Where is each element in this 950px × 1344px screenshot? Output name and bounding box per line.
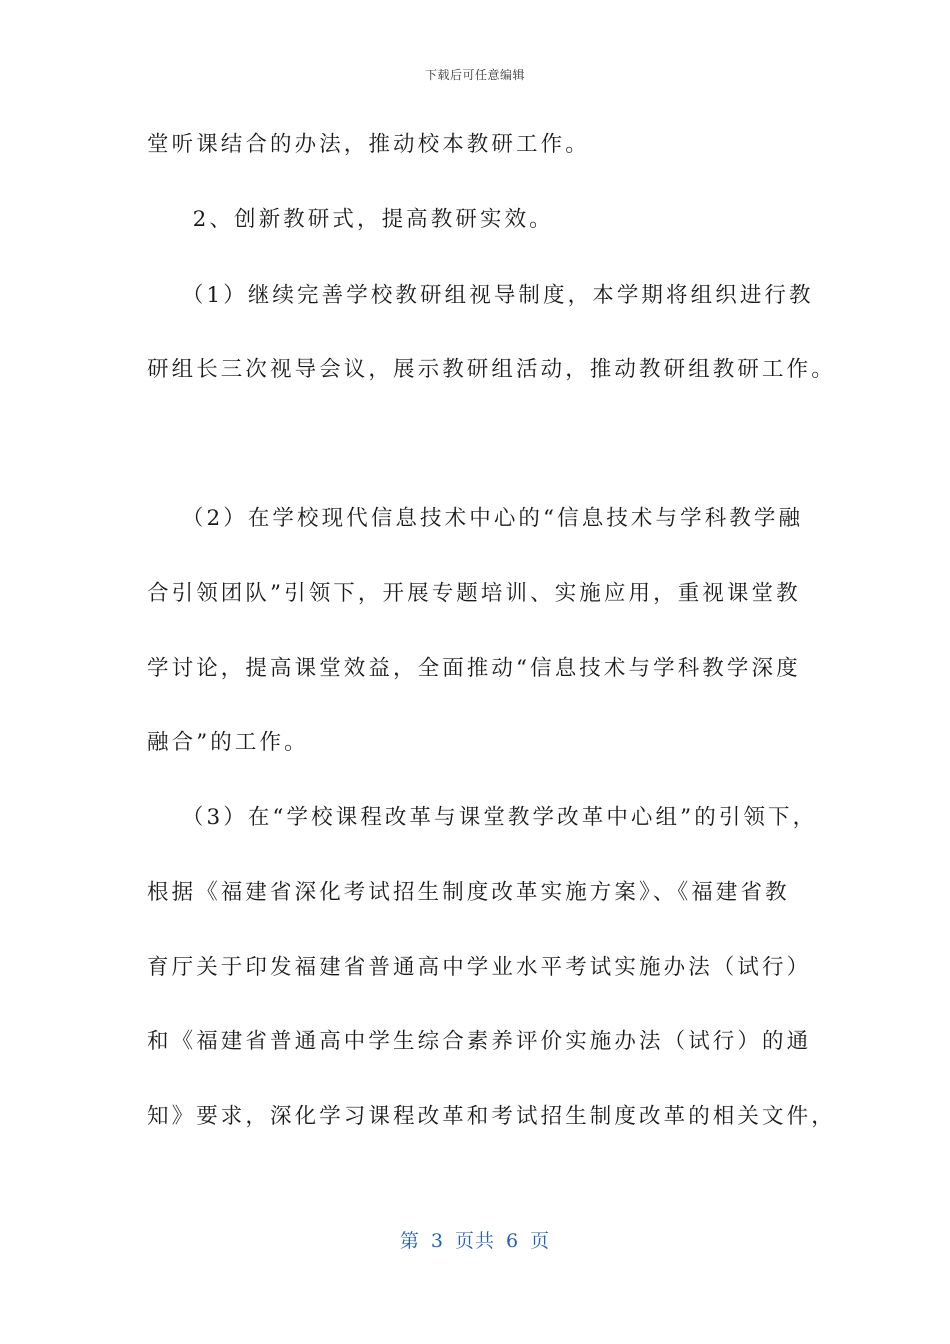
- body-line-11: 育厅关于印发福建省普通高中学业水平考试实施办法（试行）: [147, 955, 812, 980]
- body-line-5: （2）在学校现代信息技术中心的“信息技术与学科教学融: [168, 506, 804, 531]
- body-line-2: 2、创新教研式，提高教研实效。: [168, 207, 554, 232]
- page-number-footer: 第 3 页共 6 页: [399, 1230, 551, 1252]
- body-line-9: （3）在“学校课程改革与课堂教学改革中心组”的引领下，: [168, 805, 818, 830]
- body-line-4: 研组长三次视导会议，展示教研组活动，推动教研组教研工作。: [147, 357, 836, 382]
- body-line-10: 根据《福建省深化考试招生制度改革实施方案》、《福建省教: [147, 880, 790, 905]
- body-line-1: 堂听课结合的办法，推动校本教研工作。: [147, 132, 590, 157]
- header-note: 下载后可任意编辑: [424, 68, 525, 82]
- body-line-8: 融合”的工作。: [147, 730, 309, 755]
- body-line-7: 学讨论，提高课堂效益，全面推动“信息技术与学科教学深度: [147, 656, 801, 681]
- body-line-3: （1）继续完善学校教研组视导制度，本学期将组织进行教: [168, 283, 814, 308]
- body-line-6: 合引领团队”引领下，开展专题培训、实施应用，重视课堂教: [147, 581, 801, 606]
- body-line-12: 和《福建省普通高中学生综合素养评价实施办法（试行）的通: [147, 1029, 812, 1054]
- body-line-13: 知》要求，深化学习课程改革和考试招生制度改革的相关文件，: [147, 1104, 836, 1129]
